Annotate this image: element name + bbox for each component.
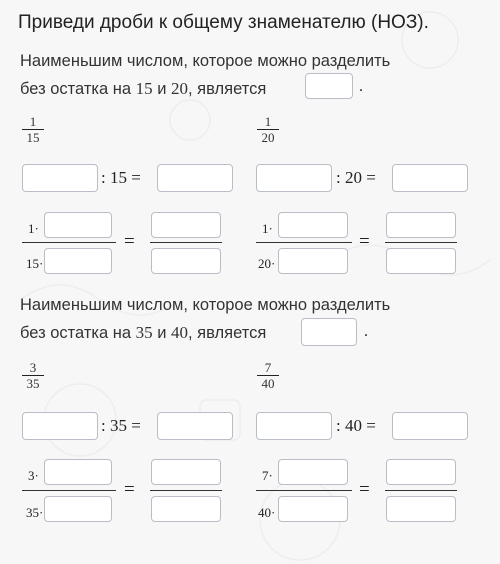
mul-den-label-3: 35· [26, 505, 44, 520]
mul-num-input-right-1[interactable] [278, 212, 348, 238]
multiplier-input-left-2[interactable] [157, 412, 233, 440]
lcm-input-right-1[interactable] [256, 164, 332, 192]
mul-den-label-2: 20· [258, 256, 276, 271]
lcm-input-left-1[interactable] [22, 164, 98, 192]
fraction-bar [256, 490, 352, 491]
lcm-input-left-2[interactable] [22, 412, 98, 440]
question-1-line2: без остатка на 15 и 20, является [20, 79, 267, 98]
mul-den-input-right-1[interactable] [278, 248, 348, 274]
mul-den-input-left-1[interactable] [44, 248, 112, 274]
division-label-35: : 35 = [101, 416, 141, 435]
mul-num-input-left-1[interactable] [44, 212, 112, 238]
result-num-input-left-2[interactable] [151, 459, 221, 485]
result-den-input-left-1[interactable] [151, 248, 221, 274]
fraction-7-40: 7 40 [255, 360, 281, 391]
question-2-line1: Наименьшим числом, которое можно разделить [20, 296, 391, 314]
lcm-answer-input-1[interactable] [305, 73, 353, 99]
result-den-input-left-2[interactable] [151, 496, 221, 522]
mul-den-label-1: 15· [26, 256, 44, 271]
equals-sign: = [359, 479, 370, 500]
fraction-bar [256, 242, 352, 243]
mul-num-label-3: 3· [28, 468, 39, 483]
mul-num-label-1: 1· [28, 221, 39, 236]
fraction-bar [22, 490, 116, 491]
fraction-1-20: 1 20 [255, 114, 281, 145]
mul-num-label-4: 7· [262, 468, 273, 483]
fraction-bar [385, 490, 457, 491]
fraction-3-35: 3 35 [20, 360, 46, 391]
mul-num-input-left-2[interactable] [44, 459, 112, 485]
result-num-input-right-2[interactable] [386, 459, 456, 485]
mul-num-label-2: 1· [262, 221, 273, 236]
multiplier-input-right-2[interactable] [392, 412, 468, 440]
equals-sign: = [124, 479, 135, 500]
equals-sign: = [359, 231, 370, 252]
result-den-input-right-1[interactable] [386, 248, 456, 274]
question-1-line1: Наименьшим числом, которое можно разделить [20, 52, 391, 70]
mul-num-input-right-2[interactable] [278, 459, 348, 485]
division-label-40: : 40 = [336, 416, 376, 435]
question-2-line2: без остатка на 35 и 40, является [20, 323, 267, 342]
page-title: Приведи дроби к общему знаменателю (НОЗ). [18, 12, 429, 33]
lcm-answer-input-2[interactable] [301, 318, 357, 346]
fraction-bar [150, 490, 222, 491]
mul-den-input-right-2[interactable] [278, 496, 348, 522]
fraction-1-15: 1 15 [20, 114, 46, 145]
fraction-bar [22, 242, 116, 243]
multiplier-input-left-1[interactable] [157, 164, 233, 192]
lcm-input-right-2[interactable] [256, 412, 332, 440]
period-1: . [359, 78, 363, 95]
fraction-bar [150, 242, 222, 243]
fraction-bar [385, 242, 457, 243]
result-den-input-right-2[interactable] [386, 496, 456, 522]
result-num-input-right-1[interactable] [386, 212, 456, 238]
division-label-15: : 15 = [101, 168, 141, 187]
mul-den-label-4: 40· [258, 505, 276, 520]
multiplier-input-right-1[interactable] [392, 164, 468, 192]
result-num-input-left-1[interactable] [151, 212, 221, 238]
equals-sign: = [124, 231, 135, 252]
period-2: . [364, 323, 368, 340]
mul-den-input-left-2[interactable] [44, 496, 112, 522]
division-label-20: : 20 = [336, 168, 376, 187]
